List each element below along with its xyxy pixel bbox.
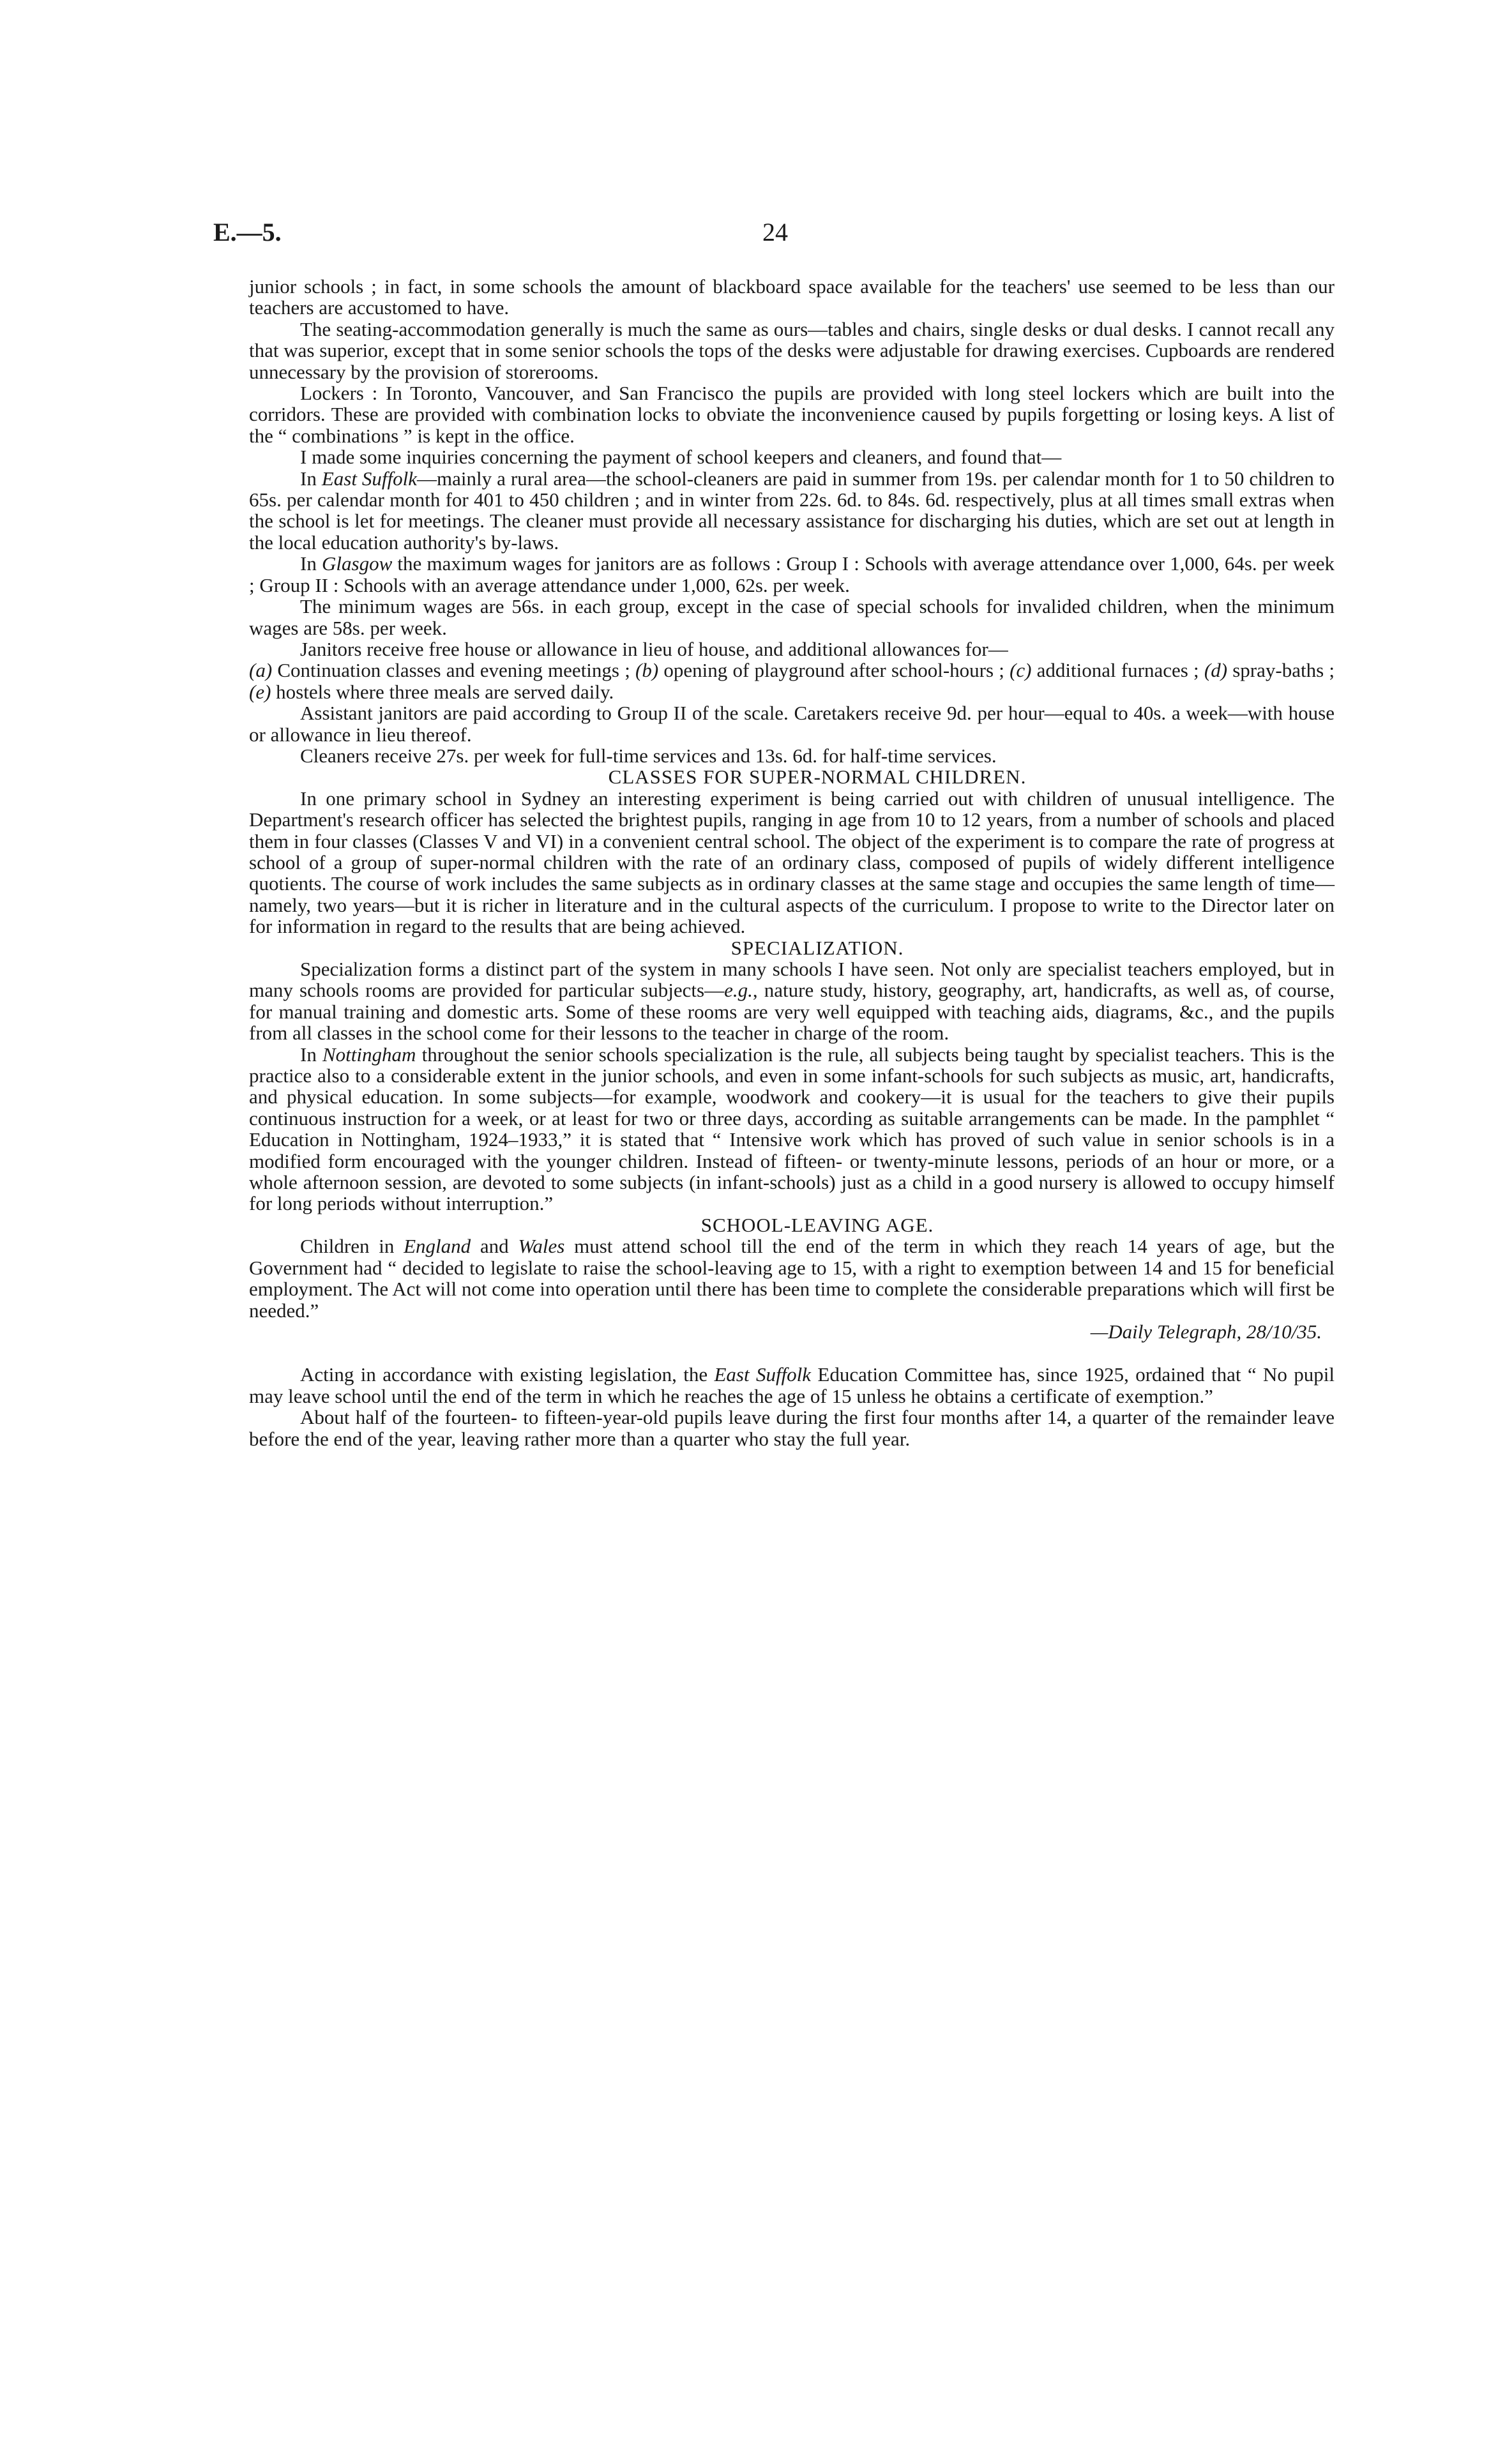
section-heading-super-normal: CLASSES FOR SUPER-NORMAL CHILDREN. <box>608 766 1027 789</box>
list-label: (c) <box>1010 659 1032 682</box>
place-name: Glasgow <box>322 552 393 575</box>
place-name: Nottingham <box>322 1043 416 1066</box>
paragraph-glasgow-wages <box>249 553 1335 596</box>
text-connector: and <box>471 1235 518 1258</box>
text-lead: In <box>300 467 322 490</box>
page-number: 24 <box>762 218 788 246</box>
list-text: Continuation classes and evening meetings ; <box>272 659 636 682</box>
paragraph-assistant-janitors: Assistant janitors are paid according to Group II of the scale. Caretakers receive 9d. per hour—equal to 40s. a week—with house or allowance in lieu thereof. <box>249 702 1335 746</box>
list-text: opening of playground after school-hours ; <box>658 659 1010 682</box>
place-name: East Suffolk <box>321 467 418 490</box>
paragraph-janitor-allowances <box>249 639 1335 702</box>
place-name: East Suffolk <box>714 1363 812 1386</box>
paragraph-england-wales <box>249 1236 1335 1321</box>
section-heading-specialization: SPECIALIZATION. <box>730 936 904 959</box>
list-label: (b) <box>635 659 659 682</box>
paragraph-nottingham <box>249 1044 1335 1214</box>
paragraph-seating: The seating-accommodation generally is much the same as ours—tables and chairs, single desks or dual desks. I cannot recall any that was superior, except that in some senior schools the tops of the desks were adjustable for drawing exercises. Cupboards are rendered unnecessary by the provision of storerooms. <box>249 317 1335 383</box>
list-text: additional furnaces ; <box>1031 659 1204 682</box>
spacer <box>249 1342 1335 1364</box>
paragraph-blackboard: junior schools ; in fact, in some schools the amount of blackboard space available for the teachers' use seemed to be less than our teachers are accustomed to have. <box>249 275 1335 319</box>
list-text: spray-baths ; <box>1227 659 1335 682</box>
paragraph-specialization <box>249 958 1335 1044</box>
page-header <box>213 217 1337 255</box>
text-lead: Acting in accordance with existing legislation, the <box>300 1363 715 1386</box>
text-body: the maximum wages for janitors are as follows : Group I : Schools with average attendance over 1,000, 64s. per week ; Group II : Schools with an average attendance under 1,000, 62s. per week. <box>249 552 1335 596</box>
abbreviation: e.g. <box>724 979 753 1002</box>
text-body: Education Committee has, since 1925, ordained that “ No pupil may leave school until the end of the term in which he reaches the age of 15 unless he obtains a certificate of exemption.” <box>249 1363 1335 1407</box>
section-heading-school-leaving: SCHOOL-LEAVING AGE. <box>700 1213 934 1236</box>
text-body: Specialization forms a distinct part of the system in many schools I have seen. Not only are specialist teachers employed, but in many schools rooms are provided for particular subjects— <box>249 958 1335 1002</box>
citation-daily-telegraph: —Daily Telegraph, 28/10/35. <box>1090 1320 1322 1343</box>
paragraph-super-normal: In one primary school in Sydney an interesting experiment is being carried out with children of unusual intelligence. The Department's research officer has selected the brightest pupils, ranging in age from 10 to 12 years, from a number of schools and placed them in four classes (Classes V and VI) in a convenient central school. The object of the experiment is to compare the rate of progress at school of a group of super-normal children with the rate of an ordinary class, composed of pupils of widely different intelligence quotients. The course of work includes the same subjects as in ordinary classes at the same stage and occupies the same length of time—namely, two years—but it is richer in literature and in the cultural aspects of the curriculum. I propose to write to the Director later on for information in regard to the results that are being achieved. <box>249 787 1335 938</box>
paragraph-minimum-wages: The minimum wages are 56s. in each group, except in the case of special schools for invalided children, when the minimum wages are 58s. per week. <box>249 595 1335 639</box>
document-body <box>249 276 1335 1449</box>
text-body: throughout the senior schools specialization is the rule, all subjects being taught by specialist teachers. This is the practice also to a considerable extent in the junior schools, and even in some infant-schools for such subjects as music, art, handicrafts, and physical education. In some subjects—for example, woodwork and cookery—it is usual for the teachers to give their pupils continuous instruction for a week, or at least for two or three days, according as suitable arrangements can be made. In the pamphlet “ Education in Nottingham, 1924–1933,” it is stated that “ Intensive work which has proved of such value in senior schools is in a modified form encouraged with the younger children. Instead of fifteen- or twenty-minute lessons, periods of an hour or more, or a whole afternoon session, are devoted to some subjects (in infant-schools) just as a child in a good nursery is allowed to occupy himself for long periods without interruption.” <box>249 1043 1335 1215</box>
text-body: —mainly a rural area—the school-cleaners are paid in summer from 19s. per calendar month for 1 to 50 children to 65s. per calendar month for 401 to 450 children ; and in winter from 22s. 6d. to 84s. 6d. respectively, plus at all times small extras when the school is let for meetings. The cleaner must provide all necessary assistance for discharging his duties, which are set out at length in the local education authority's by-laws. <box>249 467 1335 554</box>
paragraph-leaving-proportions: About half of the fourteen- to fifteen-year-old pupils leave during the first four months after 14, a quarter of the remainder leave before the end of the year, leaving rather more than a quarter who stay the full year. <box>249 1406 1335 1450</box>
paragraph-east-suffolk-cleaners <box>249 468 1335 554</box>
text-lead: In <box>300 552 322 575</box>
text-lead: Children in <box>300 1235 404 1258</box>
document-code: E.—5. <box>213 218 282 246</box>
paragraph-lockers: Lockers : In Toronto, Vancouver, and San Francisco the pupils are provided with long steel lockers which are built into the corridors. These are provided with combination locks to obviate the inconvenience caused by pupils forgetting or losing keys. A list of the “ combinations ” is kept in the office. <box>249 382 1335 447</box>
paragraph-east-suffolk-committee <box>249 1364 1335 1407</box>
list-label: (d) <box>1204 659 1228 682</box>
text-body: Janitors receive free house or allowance in lieu of house, and additional allowances for— <box>300 637 1008 660</box>
place-name: Wales <box>518 1235 565 1258</box>
paragraph-inquiries: I made some inquiries concerning the payment of school keepers and cleaners, and found that— <box>300 446 1062 469</box>
text-lead: In <box>300 1043 322 1066</box>
list-text: hostels where three meals are served daily. <box>271 680 614 703</box>
paragraph-cleaners: Cleaners receive 27s. per week for full-time services and 13s. 6d. for half-time services. <box>300 744 997 767</box>
list-label: (a) <box>249 659 273 682</box>
list-label: (e) <box>249 680 271 703</box>
text-body: , nature study, history, geography, art, handicrafts, as well as, of course, for manual training and domestic arts. Some of these rooms are very well equipped with teaching aids, diagrams, &c., and the pupils from all classes in the school come for their lessons to the teacher in charge of the room. <box>249 979 1335 1045</box>
place-name: England <box>404 1235 471 1258</box>
text-body: must attend school till the end of the term in which they reach 14 years of age, but the Government had “ decided to legislate to raise the school-leaving age to 15, with a right to exemption between 14 and 15 for beneficial employment. The Act will not come into operation until there has been time to complete the considerable preparations which will first be needed.” <box>249 1235 1335 1322</box>
